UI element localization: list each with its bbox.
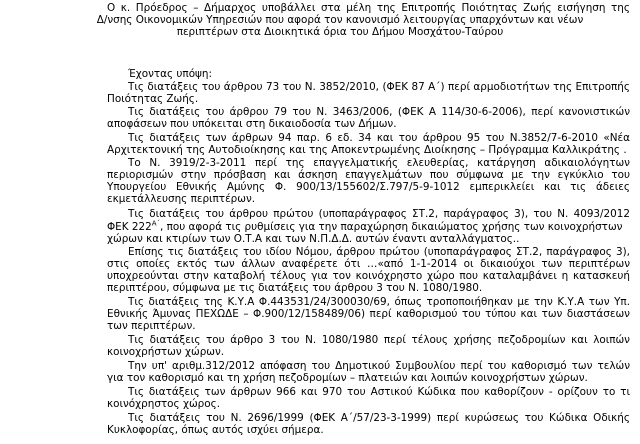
paragraph-4-line-1: Το Ν. 3919/2-3-2011 περί της επαγγελματικής ελευθερίας, κατάργηση αδικαιολόγητων (128, 157, 630, 169)
paragraph-4-line-2: περιορισμών στην πρόσβαση και άσκηση επαγγελμάτων που σύμφωνα με την εγκύκλιο του (107, 169, 630, 181)
paragraph-11-line-2: Κυκλοφορίας, όπως αυτός ισχύει σήμερα. (107, 424, 324, 436)
paragraph-6-line-3: υποχρεούνται στην καταβολή τέλους για τον κοινόχρηστο χώρο που καταλαμβάνει η κατασκευή (107, 270, 630, 282)
paragraph-8-line-1: Τις διατάξεις του άρθρο 3 του Ν. 1080/1980 περί τέλους χρήσης πεζοδρομίων και λοιπών (128, 334, 630, 346)
paragraph-10-line-2: κοινόχρηστος χώρος. (107, 398, 220, 410)
paragraph-7-line-2: Εθνικής Άμυνας ΠΕΧΩΔΕ – Φ.900/12/158489/06) περί καθορισμού του τύπου και των διαστάσεων (107, 308, 630, 320)
paragraph-6-line-1: Επίσης τις διατάξεις του ιδίου Νόμου, άρθρου πρώτου (υποπαράγραφος ΣΤ.2, παράγραφος 3), (128, 246, 630, 258)
paragraph-5-line-2-rest: , που αφορά τις ρυθμίσεις για την παραχώρηση δικαιώματος χρήσης των κοινοχρήστων (160, 221, 623, 233)
paragraph-6-line-2: στις οποίες εκτός των άλλων αναφέρετε ότι …«από 1-1-2014 οι δικαιούχοι των περιπτέρων (107, 258, 630, 270)
paragraph-9-line-2: για τον καθορισμό και τη χρήση πεζοδρομίων – πλατειών και λοιπών κοινοχρήστων χώρων. (107, 372, 588, 384)
paragraph-5-line-3: χώρων και κτιρίων των Ο.Τ.Α και των Ν.Π.Δ.Δ. αυτών έναντι ανταλλάγματος.. (107, 233, 520, 245)
paragraph-11-line-1: Τις διατάξεις του Ν. 2696/1999 (ΦΕΚ Α΄/57/23-3-1999) περί κυρώσεως του Κώδικα Οδικής (128, 412, 630, 424)
intro-line-2: Δ/νσης Οικονομικών Υπηρεσιών που αφορά τον κανονισμό λειτουργίας υπαρχόντων και νέων (96, 14, 584, 26)
paragraph-7-line-1: Τις διατάξεις της Κ.Υ.Α Φ.443531/24/300030/69, όπως τροποποιήθηκαν με την Κ.Υ.Α των Υπ. (128, 296, 630, 308)
paragraph-4-line-4: εκμετάλλευσης περιπτέρων. (107, 193, 256, 205)
paragraph-1-line-2: Ποιότητας Ζωής. (107, 93, 199, 105)
paragraph-3-line-1: Τις διατάξεις των άρθρων 94 παρ. 6 εδ. 34 και του άρθρου 95 του Ν.3852/7-6-2010 «Νέα (128, 132, 630, 144)
paragraph-2-line-1: Τις διατάξεις του άρθρου 79 του Ν. 3463/2006, (ΦΕΚ Α 114/30-6-2006), περί κανονιστικών (128, 106, 630, 118)
paragraph-5-line-2-start: ΦΕΚ 222 (107, 221, 152, 233)
paragraph-6-line-4: περιπτέρου, σύμφωνα με τις διατάξεις του άρθρου 3 του Ν. 1080/1980. (107, 282, 483, 294)
section-heading: Έχοντας υπόψη: (128, 68, 212, 80)
paragraph-7-line-3: των περιπτέρων. (107, 320, 196, 332)
paragraph-10-line-1: Τις διατάξεις των άρθρων 966 και 970 του Αστικού Κώδικα που καθορίζουν - ορίζουν το τι (128, 386, 630, 398)
paragraph-5-line-1: Τις διατάξεις του άρθρου πρώτου (υποπαράγραφος ΣΤ.2, παράγραφος 3), του Ν. 4093/2012 (128, 208, 630, 220)
paragraph-2-line-2: αποφάσεων που υπόκειται στη δικαιοδοσία των Δήμων. (107, 118, 397, 130)
paragraph-9-line-1: Την υπ' αριθμ.312/2012 απόφαση του Δημοτικού Συμβουλίου περί του καθορισμό των τελών (128, 360, 630, 372)
paragraph-8-line-2: κοινοχρήστων χώρων. (107, 346, 225, 358)
paragraph-3-line-2: Αρχιτεκτονική της Αυτοδιοίκησης και της Αποκεντρωμένης Διοίκησης – Πρόγραμμα Καλλικράτης . (107, 144, 627, 156)
paragraph-5-line-2 (107, 221, 622, 233)
intro-line-3: περιπτέρων στα Διοικητικά όρια του Δήμου Μοσχάτου-Ταύρου (176, 26, 504, 38)
paragraph-1-line-1: Τις διατάξεις του άρθρου 73 του Ν. 3852/2010, (ΦΕΚ 87 Α΄) περί αρμοδιοτήτων της Επιτροπής (128, 81, 630, 93)
gazette-class-superscript: Α΄ (151, 219, 160, 228)
intro-line-1: Ο κ. Πρόεδρος – Δήμαρχος υποβάλλει στα μέλη της Επιτροπής Ποιότητας Ζωής εισήγηση της (107, 2, 630, 14)
paragraph-4-line-3: Υπουργείου Εθνικής Αμύνης Φ. 900/13/155602/Σ.797/5-9-1012 εμπερικλείει και τις άδειες (107, 181, 630, 193)
